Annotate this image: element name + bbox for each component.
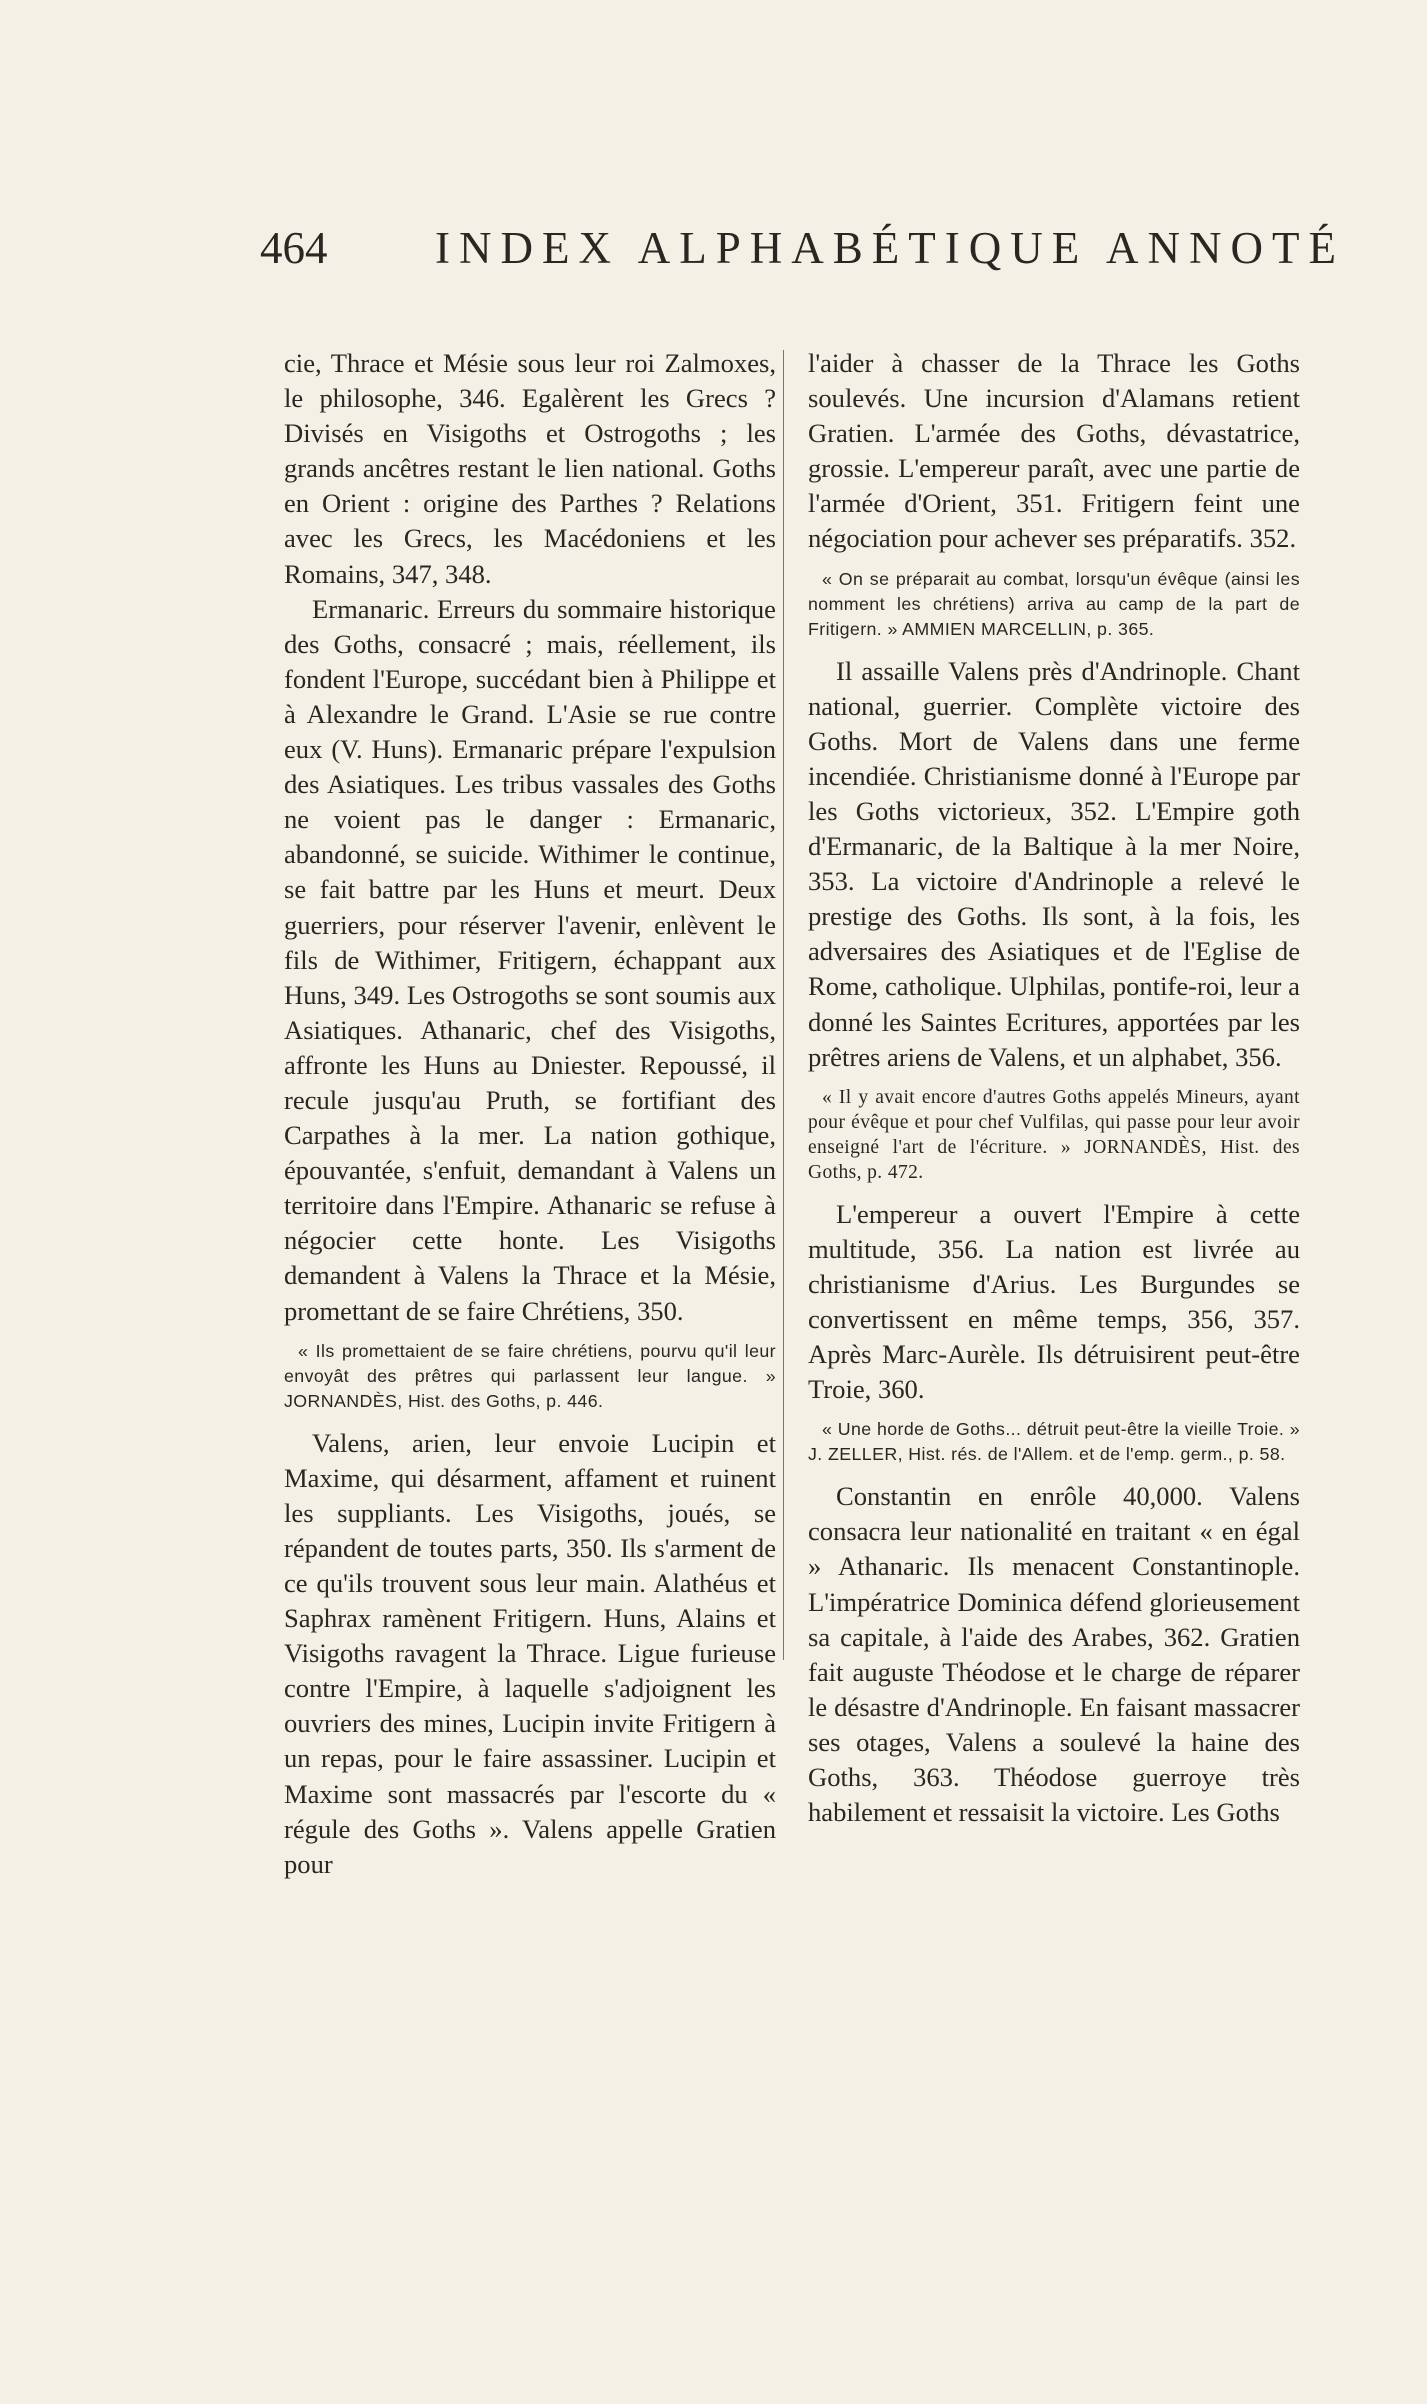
paragraph: L'empereur a ouvert l'Empire à cette multitude, 356. La nation est livrée au christianisme d'Arius. Les Burgundes se convertissent en même temps, 356, 357. Après Marc-Aurèle. Ils détruisirent peut-être Troie, 360. <box>808 1198 1300 1405</box>
paragraph: Constantin en enrôle 40,000. Valens consacra leur nationalité en traitant « en égal » Athanaric. Ils menacent Constantinople. L'impératrice Dominica défend glorieusement sa capitale, à l'aide des Arabes, 362. Gratien fait auguste Théodose et le charge de réparer le désastre d'Andrinople. En faisant massacrer ses otages, Valens a soulevé la haine des Goths, 363. Théodose guerroye très habilement et ressaisit la victoire. Les Goths <box>808 1481 1300 1828</box>
page-title: INDEX ALPHABÉTIQUE ANNOTÉ <box>435 223 1345 273</box>
paragraph: cie, Thrace et Mésie sous leur roi Zalmoxes, le philosophe, 346. Egalèrent les Grecs ? Divisés en Visigoths et Ostrogoths ; les grands ancêtres restant le lien national. Goths en Orient : origine des Parthes ? Relations avec les Grecs, les Macédoniens et les Romains, 347, 348. <box>284 348 776 589</box>
paragraph: l'aider à chasser de la Thrace les Goths soulevés. Une incursion d'Alamans retient Gratien. L'armée des Goths, dévastatrice, grossie. L'empereur paraît, avec une partie de l'armée d'Orient, 351. Fritigern feint une négociation pour achever ses préparatifs. 352. <box>808 348 1300 554</box>
running-head <box>260 222 1345 282</box>
column-divider <box>783 350 784 1660</box>
paragraph: Il assaille Valens près d'Andrinople. Chant national, guerrier. Complète victoire des Goths. Mort de Valens dans une ferme incendiée. Christianisme donné à l'Europe par les Goths victorieux, 352. L'Empire goth d'Ermanaric, de la Baltique à la mer Noire, 353. La victoire d'Andrinople a relevé le prestige des Goths. Ils sont, à la fois, les adversaires des Asiatiques et de l'Eglise de Rome, catholique. Ulphilas, pontife-roi, leur a donné les Saintes Ecritures, apportées par les prêtres ariens de Valens, et un alphabet, 356. <box>808 655 1300 1072</box>
right-column <box>808 346 1300 1830</box>
page-number: 464 <box>260 223 328 273</box>
quotation: « Il y avait encore d'autres Goths appelés Mineurs, ayant pour évêque et pour chef Vulfilas, qui passe pour leur avoir enseigné l'art de l'écriture. » JORNANDÈS, Hist. des Goths, p. 472. <box>808 1086 1300 1183</box>
left-column <box>284 346 776 1882</box>
paragraph: Valens, arien, leur envoie Lucipin et Maxime, qui désarment, affament et ruinent les suppliants. Les Visigoths, joués, se répandent de toutes parts, 350. Ils s'arment de ce qu'ils trouvent sous leur main. Alathéus et Saphrax ramènent Fritigern. Huns, Alains et Visigoths ravagent la Thrace. Ligue furieuse contre l'Empire, à laquelle s'adjoignent les ouvriers des mines, Lucipin invite Fritigern à un repas, pour le faire assassiner. Lucipin et Maxime sont massacrés par l'escorte du « régule des Goths ». Valens appelle Gratien pour <box>284 1427 776 1879</box>
quotation: « Ils promettaient de se faire chrétiens, pourvu qu'il leur envoyât des prêtres qui parlassent leur langue. » JORNANDÈS, Hist. des Goths, p. 446. <box>284 1340 776 1411</box>
quotation: « Une horde de Goths... détruit peut-être la vieille Troie. » J. ZELLER, Hist. rés. de l'Allem. et de l'emp. germ., p. 58. <box>808 1419 1300 1465</box>
quotation: « On se préparait au combat, lorsqu'un évêque (ainsi les nomment les chrétiens) arriva au camp de la part de Fritigern. » AMMIEN MARCELLIN, p. 365. <box>808 568 1300 639</box>
paragraph: Ermanaric. Erreurs du sommaire historique des Goths, consacré ; mais, réellement, ils fondent l'Europe, succédant bien à Philippe et à Alexandre le Grand. L'Asie se rue contre eux (V. Huns). Ermanaric prépare l'expulsion des Asiatiques. Les tribus vassales des Goths ne voient pas le danger : Ermanaric, abandonné, se suicide. Withimer le continue, se fait battre par les Huns et meurt. Deux guerriers, pour réserver l'avenir, enlèvent le fils de Withimer, Fritigern, échappant aux Huns, 349. Les Ostrogoths se sont soumis aux Asiatiques. Athanaric, chef des Visigoths, affronte les Huns au Dniester. Repoussé, il recule jusqu'au Pruth, se fortifiant des Carpathes à la mer. La nation gothique, épouvantée, s'enfuit, demandant à Valens un territoire dans l'Empire. Athanaric se refuse à négocier cette honte. Les Visigoths demandent à Valens la Thrace et la Mésie, promettant de se faire Chrétiens, 350. <box>284 593 776 1326</box>
